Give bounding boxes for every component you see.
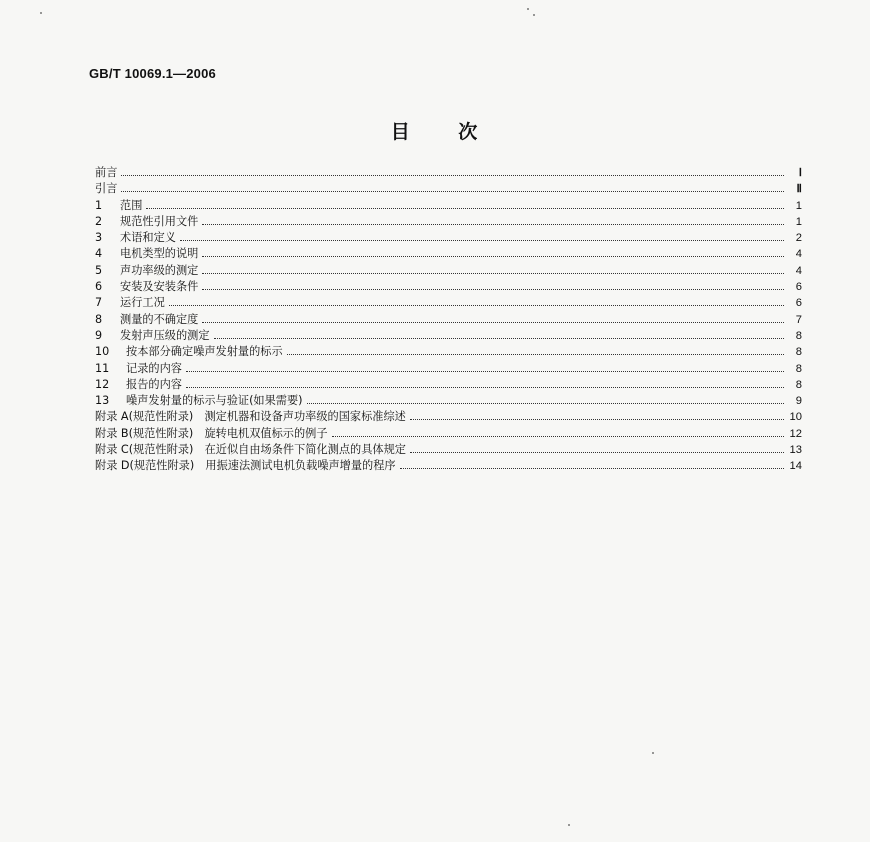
table-of-contents — [95, 165, 802, 475]
toc-entry-page: 4 — [795, 248, 802, 261]
toc-entry[interactable] — [95, 295, 802, 311]
toc-entry-label: 运行工况 — [120, 296, 165, 310]
toc-entry-number: 13 — [95, 394, 110, 408]
toc-entry-number: 9 — [95, 328, 103, 342]
toc-entry[interactable] — [95, 409, 802, 425]
scan-speck — [40, 12, 42, 14]
toc-entry[interactable] — [95, 230, 802, 246]
toc-entry-title — [95, 442, 406, 458]
toc-entry-title — [95, 246, 198, 262]
toc-entry-title — [95, 312, 198, 328]
toc-entry-number: 6 — [95, 280, 103, 294]
toc-entry[interactable] — [95, 377, 802, 393]
toc-entry-page: 6 — [795, 297, 802, 310]
toc-entry-number: 3 — [95, 231, 103, 245]
toc-entry-label: 引言 — [95, 182, 118, 196]
toc-entry[interactable] — [95, 393, 802, 409]
toc-entry[interactable] — [95, 279, 802, 295]
toc-entry-page: 14 — [789, 460, 802, 473]
toc-entry-title — [95, 344, 283, 360]
toc-entry-page: Ⅰ — [798, 167, 802, 179]
toc-entry-title — [95, 361, 182, 377]
toc-entry[interactable] — [95, 198, 802, 214]
scan-speck — [652, 752, 654, 754]
toc-entry[interactable] — [95, 344, 802, 360]
toc-entry-label: 前言 — [95, 166, 118, 179]
toc-entry-page: 6 — [795, 281, 802, 294]
standard-code: GB/T 10069.1—2006 — [89, 66, 216, 81]
toc-entry-label: 安装及安装条件 — [120, 280, 199, 294]
toc-entry-number: 1 — [95, 198, 103, 212]
toc-entry-label: 附录 A(规范性附录) 测定机器和设备声功率级的国家标准综述 — [95, 410, 406, 424]
toc-entry-title — [95, 458, 396, 474]
toc-entry-page: 7 — [795, 313, 802, 326]
toc-entry-page: Ⅱ — [796, 183, 802, 196]
toc-entry-label: 按本部分确定噪声发射量的标示 — [126, 345, 283, 359]
dot-leader — [202, 255, 784, 257]
dot-leader — [186, 370, 784, 372]
scan-speck — [533, 14, 535, 16]
toc-entry-title — [95, 181, 117, 197]
dot-leader — [202, 272, 784, 274]
toc-entry-title — [95, 198, 142, 214]
toc-entry-number: 8 — [95, 312, 103, 326]
dot-leader — [146, 207, 784, 209]
toc-entry[interactable] — [95, 442, 802, 458]
toc-entry-number: 12 — [95, 377, 110, 391]
toc-entry-page: 12 — [789, 427, 802, 440]
toc-entry-title — [95, 409, 406, 425]
toc-entry-label: 记录的内容 — [126, 361, 182, 375]
toc-entry-page: 8 — [795, 378, 802, 391]
dot-leader — [180, 239, 784, 241]
toc-entry-label: 范围 — [120, 198, 143, 212]
dot-leader — [121, 174, 784, 176]
toc-entry[interactable] — [95, 458, 802, 474]
toc-entry-label: 测量的不确定度 — [120, 312, 199, 326]
toc-entry[interactable] — [95, 312, 802, 328]
toc-entry-number: 11 — [95, 361, 110, 375]
toc-entry-page: 2 — [795, 232, 802, 245]
toc-entry-page: 8 — [795, 346, 802, 359]
toc-entry[interactable] — [95, 181, 802, 197]
dot-leader — [400, 467, 784, 469]
toc-entry-label: 报告的内容 — [126, 377, 182, 391]
toc-entry-label: 发射声压级的测定 — [120, 328, 210, 342]
toc-entry-label: 规范性引用文件 — [120, 214, 199, 228]
toc-entry-page: 1 — [795, 215, 802, 228]
dot-leader — [202, 288, 784, 290]
toc-entry[interactable] — [95, 246, 802, 262]
dot-leader — [410, 418, 784, 420]
toc-entry-page: 8 — [795, 362, 802, 375]
toc-entry-label: 电机类型的说明 — [120, 247, 199, 261]
dot-leader — [186, 386, 784, 388]
toc-entry-title — [95, 230, 176, 246]
toc-entry-number: 4 — [95, 247, 103, 261]
toc-entry-page: 13 — [789, 444, 802, 457]
dot-leader — [287, 353, 784, 355]
scan-speck — [527, 8, 529, 10]
toc-entry-page: 10 — [789, 411, 802, 424]
dot-leader — [307, 402, 784, 404]
toc-entry-title — [95, 295, 165, 311]
dot-leader — [169, 304, 784, 306]
toc-entry-title — [95, 263, 198, 279]
toc-entry-label: 术语和定义 — [120, 231, 176, 245]
toc-entry-label: 附录 C(规范性附录) 在近似自由场条件下简化测点的具体规定 — [95, 443, 406, 457]
toc-entry-title — [95, 279, 198, 295]
toc-entry-title — [95, 377, 182, 393]
page-title: 目 次 — [390, 121, 480, 143]
toc-entry[interactable] — [95, 426, 802, 442]
dot-leader — [202, 321, 784, 323]
toc-entry-page: 1 — [795, 199, 802, 212]
toc-entry-label: 附录 D(规范性附录) 用振速法测试电机负载噪声增量的程序 — [95, 459, 396, 473]
toc-entry-page: 9 — [795, 395, 802, 408]
dot-leader — [214, 337, 784, 339]
toc-entry[interactable] — [95, 263, 802, 279]
toc-entry[interactable] — [95, 361, 802, 377]
toc-entry[interactable] — [95, 328, 802, 344]
toc-entry-number: 7 — [95, 296, 103, 310]
scan-speck — [568, 824, 570, 826]
toc-entry-number: 5 — [95, 263, 103, 277]
toc-entry-page: 8 — [795, 329, 802, 342]
toc-entry-label: 噪声发射量的标示与验证(如果需要) — [126, 394, 303, 408]
toc-entry-title — [95, 214, 198, 230]
dot-leader — [410, 451, 784, 453]
dot-leader — [121, 190, 784, 192]
toc-entry-title — [95, 393, 303, 409]
toc-entry[interactable] — [95, 165, 802, 181]
toc-entry-label: 附录 B(规范性附录) 旋转电机双值标示的例子 — [95, 426, 328, 440]
toc-entry[interactable] — [95, 214, 802, 230]
toc-entry-number: 2 — [95, 214, 103, 228]
toc-entry-title — [95, 426, 328, 442]
toc-entry-title — [95, 165, 117, 181]
toc-entry-title — [95, 328, 210, 344]
dot-leader — [202, 223, 784, 225]
toc-entry-page: 4 — [795, 264, 802, 277]
toc-entry-label: 声功率级的测定 — [120, 263, 199, 277]
toc-entry-number: 10 — [95, 345, 110, 359]
dot-leader — [332, 435, 784, 437]
